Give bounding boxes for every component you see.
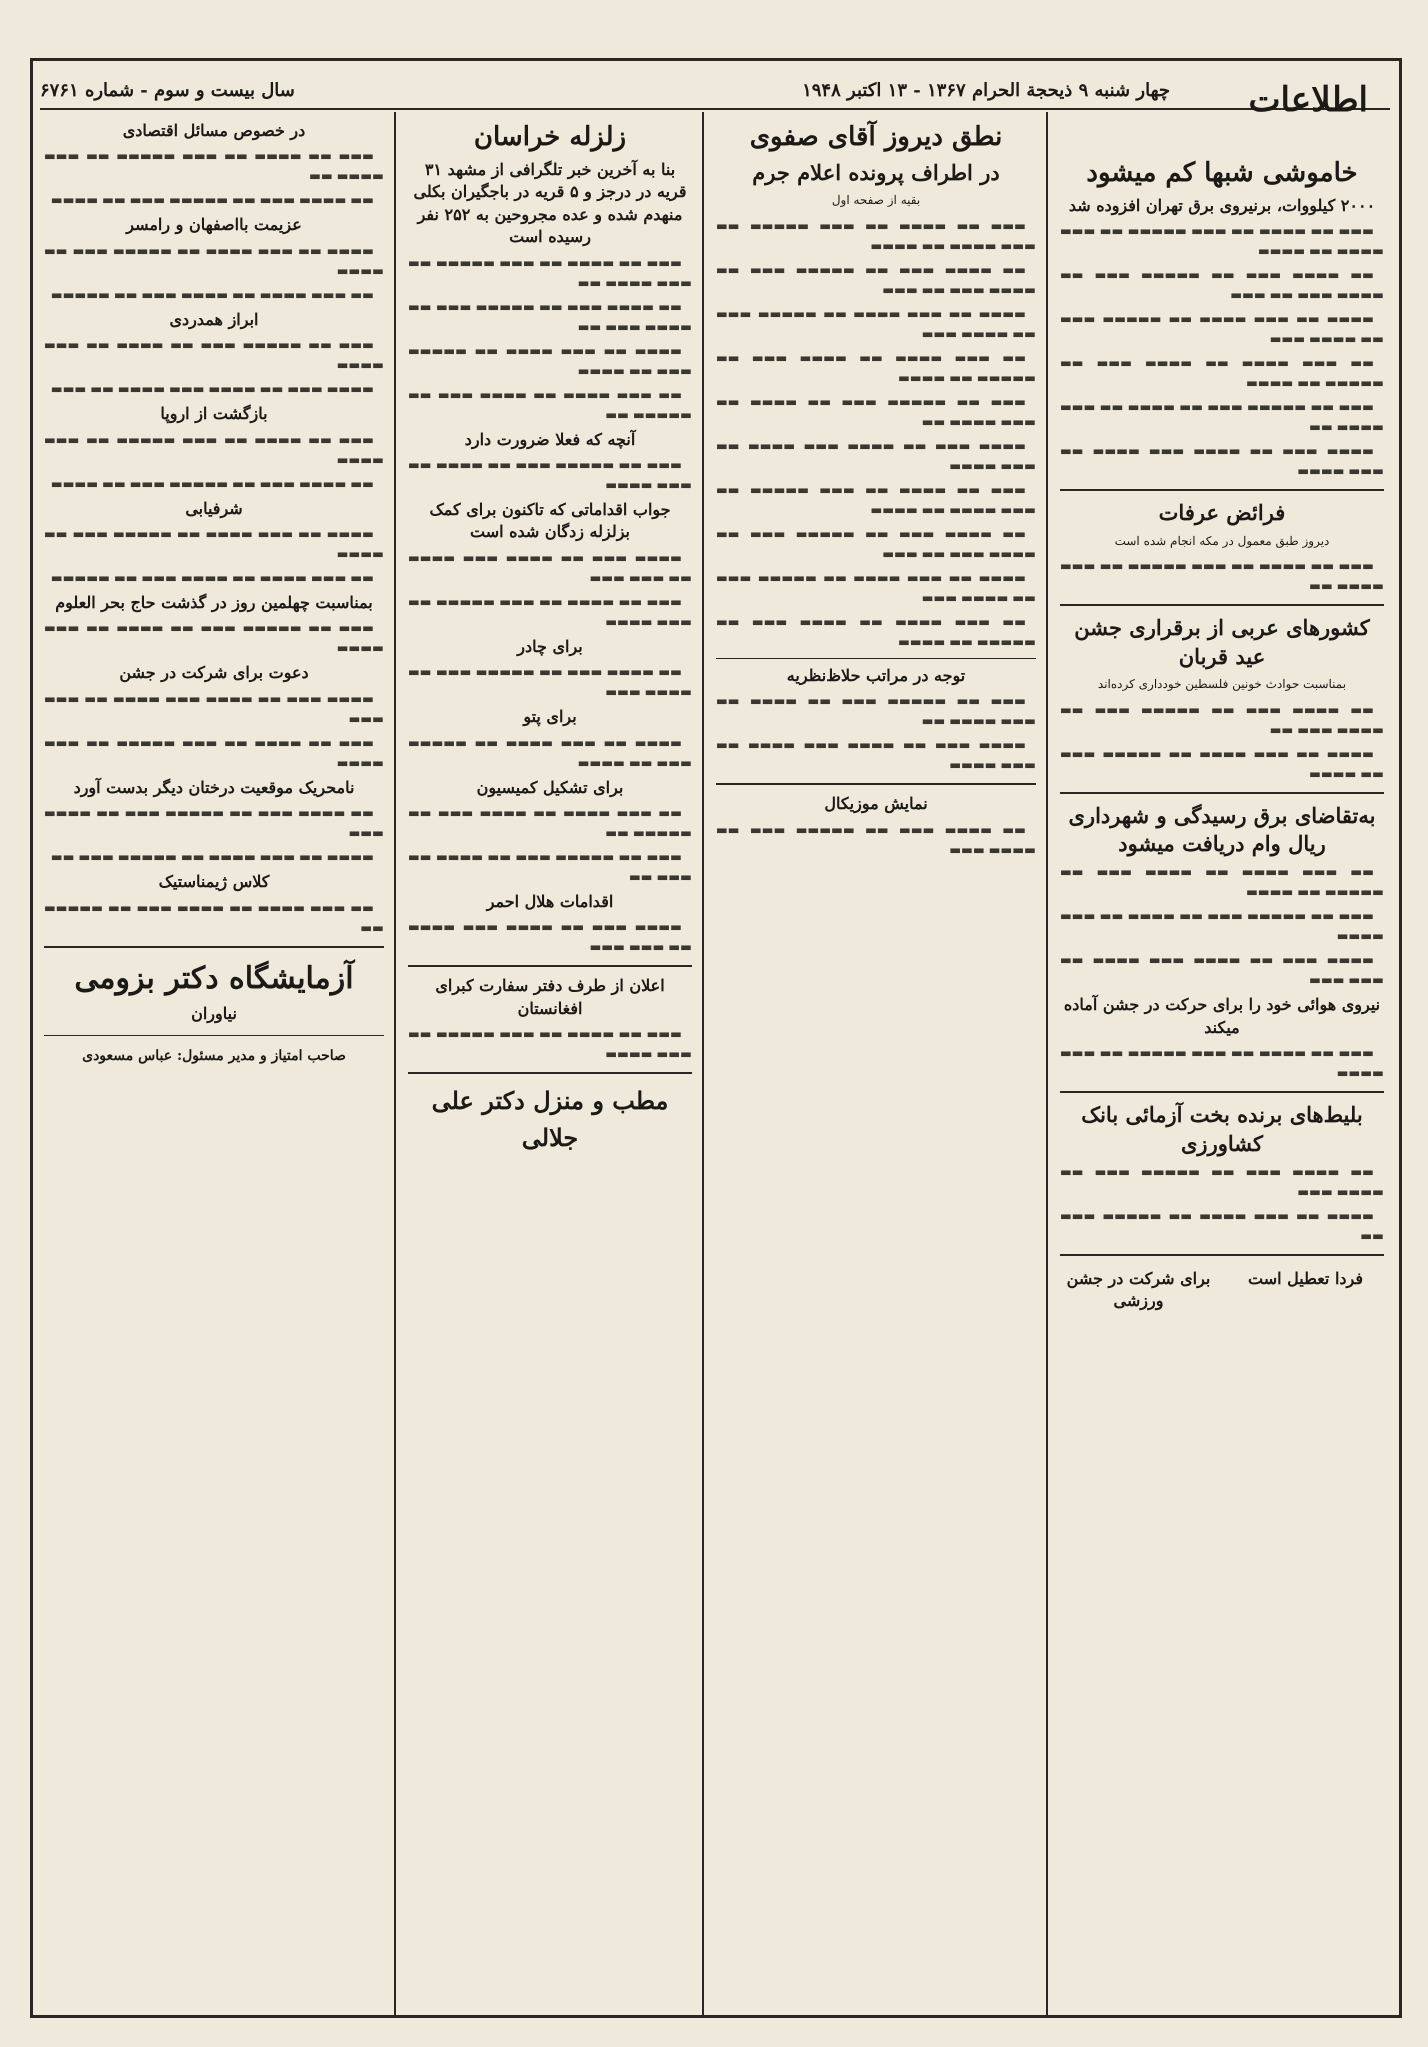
section-arab-sub: بمناسبت حوادث خونین فلسطین خودداری کرده‌اند [1097,677,1347,692]
subheadline-earthquake: بنا به آخرین خبر تلگرافی از مشهد ۳۱ قریه در درجز و ۵ قریه در باجگیران بکلی منهدم شده و عده مجروحین به ۲۵۲ نفر رسیده است [413,160,687,247]
section-urgent: آنچه که فعلا ضرورت دارد [464,429,636,449]
column-separator [394,112,396,2017]
section-arab-countries: کشورهای عربی از برقراری جشن عید قربان [1074,615,1370,669]
section-lottery: بلیط‌های برنده بخت آزمائی بانک کشاورزی [1081,1102,1363,1156]
article-body: ▬▬▬▬ ▬▬ ▬▬▬ ▬▬▬▬ ▬▬ ▬▬▬▬▬ ▬▬▬ ▬▬ ▬▬▬▬ ▬▬ ▬▬▬ ▬▬▬▬ ▬▬ ▬▬▬▬ ▬▬▬ ▬▬ ▬▬▬▬▬ [44,525,384,585]
article-body: ▬▬ ▬▬▬ ▬▬▬▬ ▬▬ ▬▬▬▬ ▬▬▬ ▬▬ ▬▬▬▬▬ ▬▬ [44,899,384,935]
heading-isfahan: عزیمت بااصفهان و رامسر [126,215,302,235]
article-body: ▬▬▬ ▬▬ ▬▬▬▬ ▬▬ ▬▬▬ ▬▬▬▬▬ ▬▬ ▬▬▬ ▬▬▬▬ ▬▬ ▬▬ ▬▬▬▬ ▬▬▬ ▬▬ ▬▬▬▬▬ ▬▬▬ ▬▬ ▬▬▬▬ [44,148,384,208]
section-musical: نمایش موزیکال [824,794,928,814]
heading-economic: در خصوص مسائل اقتصادی [122,121,306,140]
doctor-office-ad [408,1082,692,1156]
column-3 [400,112,700,2017]
section-response: جواب اقداماتی که تاکنون برای کمک بزلزله زدگان شده است [429,500,671,542]
heading-sympathy: ابراز همدردی [169,309,259,329]
subheadline-power: ۲۰۰۰ کیلووات، برنیروی برق تهران افزوده شد [1068,196,1376,216]
headline-safavi: نطق دیروز آقای صفوی [749,122,1003,152]
article-body: ▬▬▬▬ ▬▬▬ ▬▬ ▬▬▬▬ ▬▬▬ ▬▬▬▬ ▬▬ ▬▬▬ ▬▬▬ ▬▬▬ ▬▬ ▬▬▬▬ ▬▬ ▬▬▬ ▬▬▬▬▬ ▬▬ ▬▬▬ ▬▬▬▬ [44,690,384,770]
article-body: ▬▬▬ ▬▬ ▬▬▬▬ ▬▬ ▬▬▬ ▬▬▬▬▬ ▬▬ ▬▬▬ ▬▬▬▬ [1060,1045,1384,1081]
article-body: ▬▬▬ ▬▬ ▬▬▬▬▬ ▬▬▬ ▬▬ ▬▬▬▬ ▬▬ ▬▬▬ ▬▬▬▬ ▬▬▬▬ ▬▬▬ ▬▬ ▬▬▬▬ ▬▬▬ ▬▬▬▬ ▬▬ ▬▬▬ [44,337,384,397]
column-4 [36,112,392,2017]
article-body: ▬▬ ▬▬▬▬ ▬▬▬ ▬▬ ▬▬▬▬▬ ▬▬▬ ▬▬ ▬▬▬▬ ▬▬▬ [408,664,692,700]
article-body: ▬▬▬ ▬▬ ▬▬▬▬ ▬▬ ▬▬▬ ▬▬▬▬▬ ▬▬ ▬▬▬ ▬▬▬▬ ▬▬ ▬▬▬▬ ▬▬ ▬▬▬▬ ▬▬▬ ▬▬ ▬▬▬▬▬ ▬▬▬ ▬▬ ▬▬▬▬ ▬▬▬ ▬▬ ▬▬▬ ▬▬▬▬ ▬▬ ▬▬▬ ▬▬▬▬ ▬▬ ▬▬▬▬▬ ▬▬▬ ▬▬ ▬▬▬▬ ▬▬▬ ▬▬ ▬▬▬ ▬▬▬▬ ▬▬ ▬▬▬▬ ▬▬▬ ▬▬ ▬▬▬▬▬ ▬▬ ▬▬▬▬ ▬▬▬ ▬▬ ▬▬▬▬▬ ▬▬▬ ▬▬ ▬▬▬▬ ▬▬ ▬▬▬ ▬▬▬▬ ▬▬ ▬▬▬▬ ▬▬▬ ▬▬ ▬▬▬▬ ▬▬▬ ▬▬▬▬ ▬▬ ▬▬▬ ▬▬▬▬ [1060,223,1384,479]
column-separator [702,112,704,2017]
header-bar [40,72,1390,110]
lab-ad [44,956,384,1027]
article-body: ▬▬ ▬▬▬▬ ▬▬▬ ▬▬ ▬▬▬▬▬ ▬▬▬ ▬▬ ▬▬▬▬ ▬▬▬ ▬▬▬▬ ▬▬ ▬▬▬ ▬▬▬▬ ▬▬ ▬▬▬▬▬ ▬▬▬ ▬▬ [44,805,384,865]
heading-gymnastics: کلاس ژیمناستیک [158,872,270,892]
article-body: ▬▬▬▬ ▬▬▬ ▬▬ ▬▬▬▬ ▬▬▬ ▬▬▬▬ ▬▬ ▬▬▬ ▬▬▬ ▬▬▬ ▬▬ ▬▬▬▬ ▬▬ ▬▬▬ ▬▬▬▬▬ ▬▬ ▬▬▬ ▬▬▬▬ [408,549,692,629]
article-body: ▬▬▬▬ ▬▬ ▬▬▬ ▬▬▬▬ ▬▬ ▬▬▬▬▬ ▬▬▬ ▬▬ ▬▬▬▬ ▬▬ ▬▬▬ ▬▬▬▬ ▬▬ ▬▬▬▬ ▬▬▬ ▬▬ ▬▬▬▬▬ [44,242,384,302]
subheadline-indictment: در اطراف پرونده اعلام جرم [752,160,1000,186]
article-body: ▬▬ ▬▬▬▬ ▬▬▬ ▬▬ ▬▬▬▬▬ ▬▬▬ ▬▬ ▬▬▬▬ ▬▬▬ ▬▬ ▬▬▬▬ ▬▬ ▬▬▬ ▬▬▬▬ ▬▬ ▬▬▬▬▬ ▬▬▬ ▬▬ ▬▬▬▬ [1060,701,1384,781]
article-body: ▬▬▬ ▬▬ ▬▬▬▬▬ ▬▬▬ ▬▬ ▬▬▬▬ ▬▬ ▬▬▬ ▬▬▬▬ [44,620,384,656]
column-2 [708,112,1044,2017]
headline-earthquake: زلزله خراسان [473,122,627,152]
column-1 [1052,112,1392,2017]
heading-memorial: بمناسبت چهلمین روز در گذشت حاج بحر العلوم [55,592,373,612]
heading-invitation: دعوت برای شرکت در جشن [119,663,309,683]
section-red-crescent: اقدامات هلال احمر [486,892,614,911]
heading-trees: نامحریک موقعیت درختان دیگر بدست آورد [73,777,355,797]
column-separator [1046,112,1048,2017]
article-body: ▬▬▬ ▬▬ ▬▬▬▬▬ ▬▬▬ ▬▬ ▬▬▬▬ ▬▬ ▬▬▬ ▬▬▬▬ [408,457,692,493]
section-blankets: برای پتو [523,707,577,727]
article-body: ▬▬▬ ▬▬ ▬▬▬▬ ▬▬ ▬▬▬ ▬▬▬▬▬ ▬▬ ▬▬▬ ▬▬▬▬ ▬▬ ▬▬▬▬ ▬▬ ▬▬▬▬ ▬▬▬ ▬▬ ▬▬▬▬▬ ▬▬▬ ▬▬ ▬▬▬▬ ▬▬▬ ▬▬ ▬▬▬ ▬▬▬▬ ▬▬ ▬▬▬ ▬▬▬▬ ▬▬ ▬▬▬▬▬ ▬▬▬ ▬▬ ▬▬▬▬ ▬▬▬ ▬▬ ▬▬▬ ▬▬▬▬ ▬▬ ▬▬▬▬ ▬▬▬ ▬▬ ▬▬▬▬▬ ▬▬ ▬▬▬▬ ▬▬▬ ▬▬ ▬▬▬▬▬ ▬▬▬ ▬▬ ▬▬▬▬ ▬▬ ▬▬▬ ▬▬▬▬ ▬▬ ▬▬▬▬ ▬▬▬ ▬▬ ▬▬▬▬ ▬▬▬ ▬▬▬▬ ▬▬ ▬▬▬ ▬▬▬▬ ▬▬▬ ▬▬ ▬▬▬▬ ▬▬ ▬▬▬ ▬▬▬▬▬ ▬▬ ▬▬▬ ▬▬▬▬ ▬▬ ▬▬▬▬ ▬▬ ▬▬▬▬ ▬▬▬ ▬▬ ▬▬▬▬▬ ▬▬▬ ▬▬ ▬▬▬▬ ▬▬▬ ▬▬ ▬▬▬ ▬▬▬▬ ▬▬ ▬▬▬ ▬▬▬▬ ▬▬ ▬▬▬▬▬ ▬▬▬ ▬▬ ▬▬▬▬ ▬▬▬ ▬▬ ▬▬▬ ▬▬▬▬ ▬▬ ▬▬▬▬ ▬▬▬ ▬▬ ▬▬▬▬▬ ▬▬ ▬▬▬▬ [716,218,1036,650]
article-body: ▬▬▬ ▬▬ ▬▬▬▬ ▬▬ ▬▬▬ ▬▬▬▬▬ ▬▬ ▬▬▬ ▬▬▬▬ ▬▬ ▬▬ ▬▬▬▬ ▬▬▬ ▬▬ ▬▬▬▬▬ ▬▬▬ ▬▬ ▬▬▬▬ ▬▬▬ ▬▬ ▬▬▬▬ ▬▬ ▬▬▬ ▬▬▬▬ ▬▬ ▬▬▬▬▬ ▬▬▬ ▬▬ ▬▬▬▬ ▬▬ ▬▬▬ ▬▬▬▬ ▬▬ ▬▬▬▬ ▬▬▬ ▬▬ ▬▬▬▬▬ ▬▬ [408,254,692,422]
section-tents: برای چادر [517,636,583,656]
section-airforce: نیروی هوائی خود را برای حرکت در جشن آماده میکند [1063,995,1381,1037]
article-body: ▬▬ ▬▬▬▬ ▬▬▬ ▬▬ ▬▬▬▬▬ ▬▬▬ ▬▬ ▬▬▬▬ ▬▬▬ ▬▬▬▬ ▬▬ ▬▬▬ ▬▬▬▬ ▬▬ ▬▬▬▬▬ ▬▬▬ ▬▬ [1060,1163,1384,1243]
doctor-office-title: مطب و منزل دکتر علی جلالی [431,1086,669,1153]
article-body: ▬▬▬ ▬▬ ▬▬▬▬ ▬▬ ▬▬▬ ▬▬▬▬▬ ▬▬ ▬▬▬ ▬▬▬▬ ▬▬ ▬▬▬▬ ▬▬▬ ▬▬ ▬▬▬▬▬ ▬▬▬ ▬▬ ▬▬▬▬ [44,431,384,491]
section-holiday: فردا تعطیل است [1248,1268,1363,1288]
section-loan: به‌تقاضای برق رسیدگی و شهرداری ریال وام دریافت میشود [1068,802,1376,857]
article-body: ▬▬▬ ▬▬ ▬▬▬▬ ▬▬ ▬▬▬ ▬▬▬▬▬ ▬▬ ▬▬▬ ▬▬▬▬ [408,1026,692,1062]
article-body: ▬▬▬ ▬▬ ▬▬▬▬ ▬▬ ▬▬▬ ▬▬▬▬▬ ▬▬ ▬▬▬ ▬▬▬▬ ▬▬ [1060,558,1384,594]
article-body: ▬▬▬▬ ▬▬ ▬▬▬ ▬▬▬▬ ▬▬ ▬▬▬▬▬ ▬▬▬ ▬▬ ▬▬▬▬ [408,734,692,770]
continued-note: بقیه از صفحه اول [831,193,921,208]
notice-afghan-embassy: اعلان از طرف دفتر سفارت کبرای افغانستان [435,976,665,1018]
article-body: ▬▬ ▬▬▬ ▬▬▬▬ ▬▬ ▬▬▬▬ ▬▬▬ ▬▬ ▬▬▬▬▬ ▬▬ ▬▬▬▬ ▬▬▬ ▬▬ ▬▬▬▬▬ ▬▬▬ ▬▬ ▬▬▬▬ ▬▬ ▬▬▬ ▬▬▬▬ ▬▬▬▬ ▬▬▬ ▬▬ ▬▬▬▬ ▬▬▬ ▬▬▬▬ ▬▬ ▬▬▬ ▬▬▬ [1060,864,1384,988]
masthead-logo: اطلاعات [1248,80,1368,120]
article-body: ▬▬▬▬ ▬▬▬ ▬▬ ▬▬▬▬ ▬▬▬ ▬▬▬▬ ▬▬ ▬▬▬ ▬▬▬ [408,919,692,955]
section-commission: برای تشکیل کمیسیون [476,777,624,797]
section-arafat-sub: دیروز طبق معمول در مکه انجام شده است [1114,533,1330,548]
issue-line: سال بیست و سوم - شماره ۶۷۶۱ [40,79,295,101]
article-body: ▬▬ ▬▬▬▬ ▬▬▬ ▬▬ ▬▬▬▬▬ ▬▬▬ ▬▬ ▬▬▬▬ ▬▬▬ [716,821,1036,857]
lab-ad-title: آزمایشگاه دکتر بزومی [74,960,354,996]
section-sports: برای شرکت در جشن ورزشی [1066,1268,1211,1311]
heading-audience: شرفیابی [185,498,243,518]
section-remarks: توجه در مراتب حلاظ‌نظریه [786,666,966,686]
article-body: ▬▬▬ ▬▬ ▬▬▬▬▬ ▬▬▬ ▬▬ ▬▬▬▬ ▬▬ ▬▬▬ ▬▬▬▬ ▬▬ ▬▬▬▬ ▬▬▬ ▬▬ ▬▬▬▬ ▬▬▬ ▬▬▬▬ ▬▬ ▬▬▬ ▬▬▬▬ [716,693,1036,773]
date-line: چهار شنبه ۹ ذیحجة الحرام ۱۳۶۷ - ۱۳ اکتبر ۱۹۴۸ [802,79,1170,101]
article-body: ▬▬ ▬▬▬ ▬▬▬▬ ▬▬ ▬▬▬▬ ▬▬▬ ▬▬ ▬▬▬▬▬ ▬▬ ▬▬▬ ▬▬ ▬▬▬▬▬ ▬▬▬ ▬▬ ▬▬▬▬ ▬▬ ▬▬▬ ▬▬ [408,805,692,884]
section-arafat: فرائض عرفات [1158,500,1286,526]
publisher-signature: صاحب امتیاز و مدیر مسئول: عباس مسعودی [82,1047,346,1064]
headline-blackout: خاموشی شبها کم میشود [1086,158,1358,188]
lab-ad-location: نیاوران [191,1004,237,1024]
heading-europe: بازگشت از اروپا [160,404,268,424]
